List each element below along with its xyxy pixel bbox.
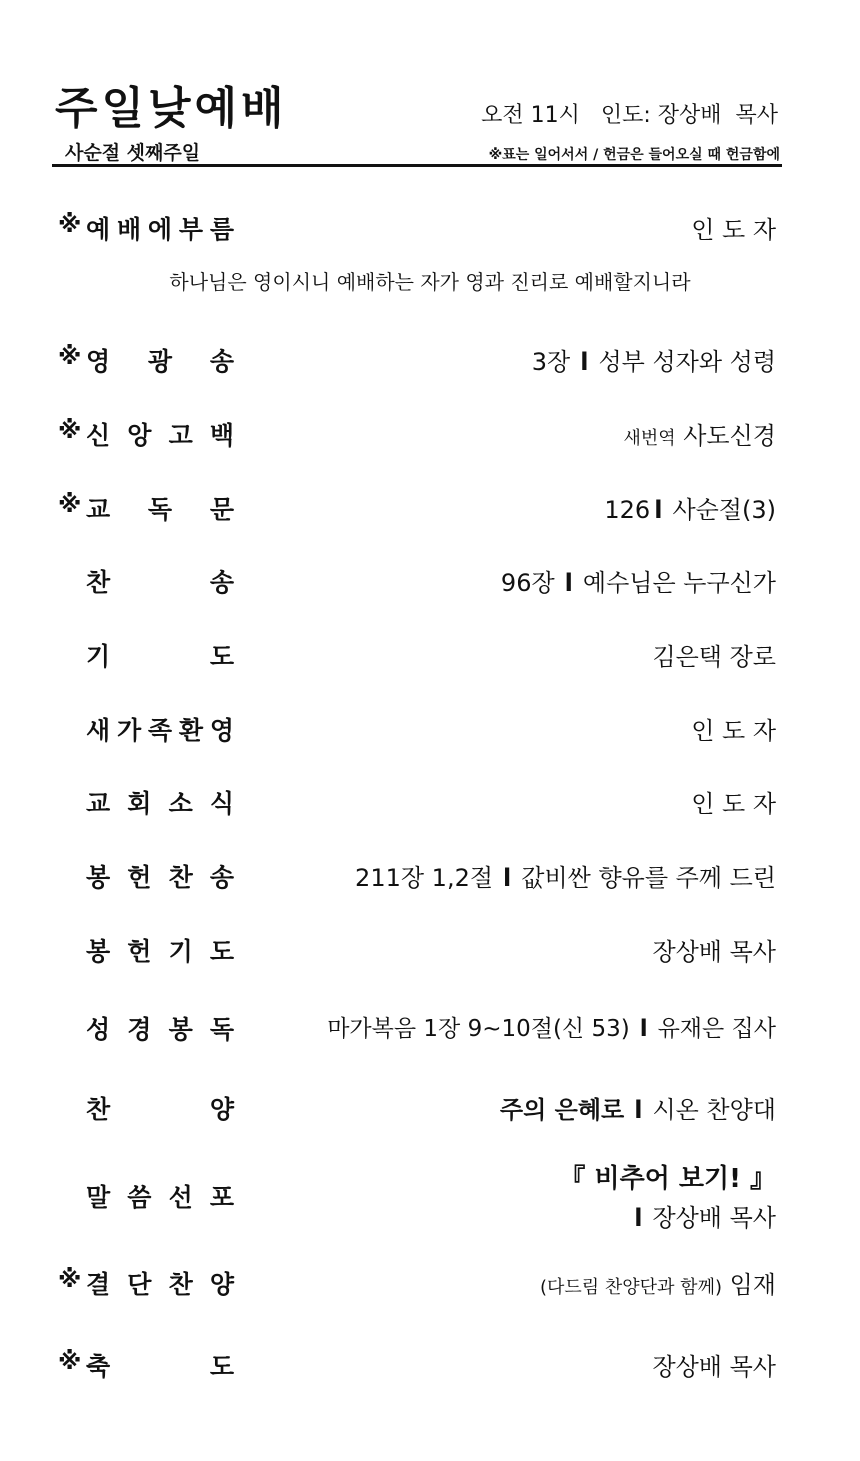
sermon-title: 『 비추어 보기! 』 — [559, 1164, 776, 1194]
order-item-detail: 96장 l 예수님은 누구신가 — [500, 569, 776, 597]
order-item-detail: (다드림 찬양단과 함께) 임재 — [540, 1271, 776, 1299]
standing-mark: ※ — [58, 416, 82, 444]
order-item-name: 영 광 송 — [86, 347, 234, 376]
separator: l — [639, 1016, 648, 1042]
standing-mark: ※ — [58, 342, 82, 370]
season-label: 사순절 셋째주일 — [65, 142, 201, 164]
anthem-title: 주의 은혜로 — [499, 1096, 625, 1124]
order-item-name: 교 회 소 식 — [86, 789, 234, 818]
separator: l — [580, 348, 589, 376]
order-item-name: 봉 헌 기 도 — [86, 937, 234, 966]
order-item-name: 말 씀 선 포 — [86, 1183, 234, 1212]
order-item-name: 기 도 — [86, 642, 234, 671]
order-item-name: 예 배 에 부 름 — [86, 215, 234, 244]
order-item-name: 성 경 봉 독 — [86, 1015, 234, 1044]
hymn-number: 3장 — [531, 348, 571, 376]
separator: l — [564, 569, 573, 597]
order-item-name: 봉 헌 찬 송 — [86, 863, 234, 892]
order-item-name: 결 단 찬 양 — [86, 1270, 234, 1299]
order-item-detail: 주의 은혜로 l 시온 찬양대 — [499, 1096, 776, 1124]
order-item-detail: 김은택 장로 — [652, 643, 776, 671]
separator: l — [654, 496, 663, 524]
order-item-detail: 새번역 사도신경 — [623, 422, 776, 450]
hymn-title: 성부 성자와 성령 — [598, 348, 776, 376]
separator: l — [503, 864, 512, 892]
call-to-worship-text: 하나님은 영이시니 예배하는 자가 영과 진리로 예배할지니라 — [169, 270, 691, 294]
order-item-name: 찬 양 — [86, 1095, 234, 1124]
order-item-name: 축 도 — [86, 1352, 234, 1381]
service-info: 오전 11시 인도: 장상배 목사 — [481, 103, 778, 128]
separator: l — [634, 1096, 643, 1124]
order-item-detail — [532, 342, 776, 377]
order-item-name: 신 앙 고 백 — [86, 421, 234, 450]
standing-mark: ※ — [58, 1347, 82, 1375]
separator: l — [634, 1204, 643, 1232]
standing-mark: ※ — [58, 490, 82, 518]
order-item-detail: 인 도 자 — [691, 717, 776, 745]
header-divider — [52, 164, 782, 167]
order-item-detail: 장상배 목사 — [652, 1353, 776, 1381]
standing-offering-note: ※표는 일어서서 / 헌금은 들어오실 때 헌금함에 — [488, 147, 780, 163]
praise-team-note: (다드림 찬양단과 함께) — [540, 1277, 722, 1298]
order-item-detail: 장상배 목사 — [652, 938, 776, 966]
standing-mark: ※ — [58, 210, 82, 238]
page-title: 주일낮예배 — [55, 83, 288, 134]
translation-label: 새번역 — [623, 428, 676, 449]
order-item-detail: 인 도 자 — [691, 216, 776, 244]
standing-mark: ※ — [58, 1265, 82, 1293]
order-item-name: 교 독 문 — [86, 495, 234, 524]
order-item-detail: 마가복음 1장 9~10절(신 53) l 유재은 집사 — [327, 1016, 776, 1042]
sermon-preacher: l 장상배 목사 — [634, 1204, 776, 1232]
order-item-name: 찬 송 — [86, 568, 234, 597]
order-item-detail: 211장 1,2절 l 값비싼 향유를 주께 드린 — [355, 864, 776, 892]
order-item-name: 새 가 족 환 영 — [86, 716, 234, 745]
order-item-detail: 126 l 사순절(3) — [604, 496, 776, 524]
order-item-detail: 인 도 자 — [691, 790, 776, 818]
